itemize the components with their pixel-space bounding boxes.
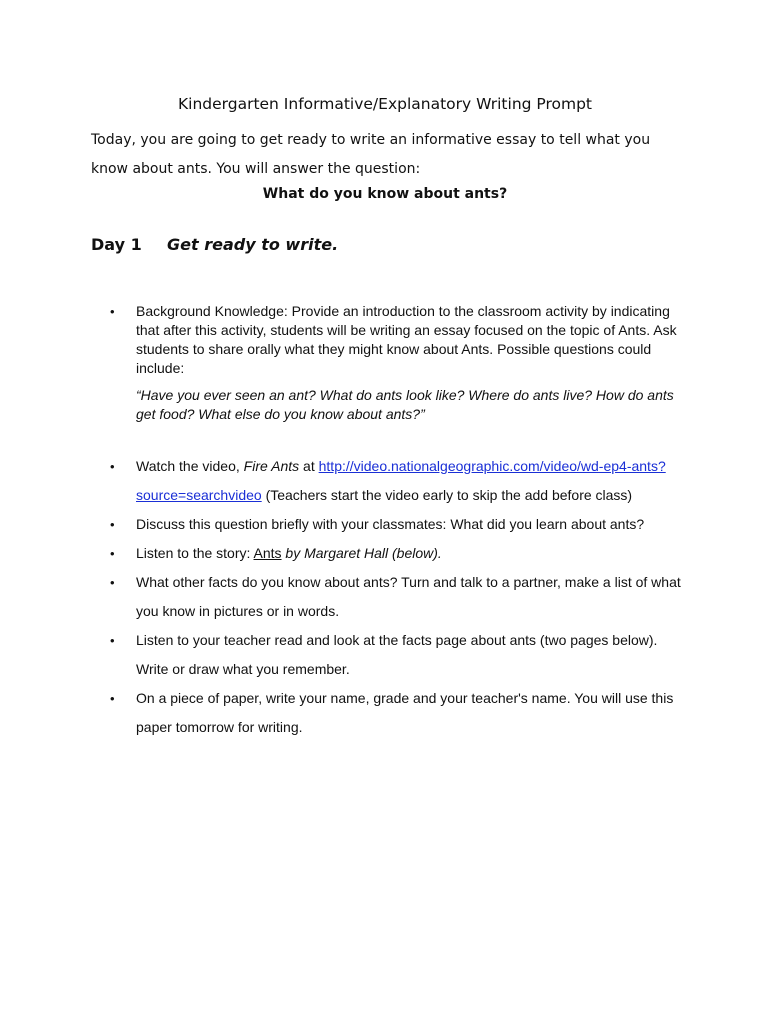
video-link[interactable]: http://video.nationalgeographic.com/video/wd-ep4-ants?source=searchvideo xyxy=(136,458,666,503)
background-text: Background Knowledge: Provide an introduction to the classroom activity by indicating that after this activity, students will be writing an essay focused on the topic of Ants. Ask students to share orally what they might know about Ants. Possible questions could include: xyxy=(136,303,677,376)
discuss-text: Discuss this question briefly with your classmates: What did you learn about ants? xyxy=(136,516,645,532)
bullet-dot: • xyxy=(110,546,115,561)
list-item-facts xyxy=(110,568,690,626)
day-label: Day 1 xyxy=(91,235,142,254)
document-title: Kindergarten Informative/Explanatory Writing Prompt xyxy=(177,95,593,113)
bullet-dot: • xyxy=(110,691,115,706)
background-quote: “Have you ever seen an ant? What do ants look like? Where do ants live? How do ants get food? What else do you know about ants?” xyxy=(136,387,674,422)
watch-note: (Teachers start the video early to skip the add before class) xyxy=(261,487,633,503)
teacher-text: Listen to your teacher read and look at the facts page about ants (two pages below). Write or draw what you remember. xyxy=(136,632,658,677)
list-item-listen xyxy=(110,539,690,568)
activity-list xyxy=(110,302,690,742)
bullet-dot: • xyxy=(110,517,115,532)
bullet-dot: • xyxy=(110,575,115,590)
list-item-discuss xyxy=(110,510,690,539)
bullet-dot: • xyxy=(110,633,115,648)
story-title: Ants xyxy=(253,545,282,561)
facts-text: What other facts do you know about ants? Turn and talk to a partner, make a list of what you know in pictures or in words. xyxy=(136,574,681,619)
watch-prefix: Watch the video, xyxy=(136,458,244,474)
watch-at: at xyxy=(299,458,319,474)
list-item-paper xyxy=(110,684,690,742)
list-item-watch xyxy=(110,452,690,510)
paper-text: On a piece of paper, write your name, grade and your teacher's name. You will use this paper tomorrow for writing. xyxy=(136,690,674,735)
prompt-question: What do you know about ants? xyxy=(262,186,508,202)
bullet-dot: • xyxy=(110,459,115,474)
bullet-dot: • xyxy=(110,304,115,319)
intro-paragraph: Today, you are going to get ready to write an informative essay to tell what you know about ants. You will answer the question: xyxy=(91,132,651,177)
day-subtitle: Get ready to write. xyxy=(167,235,339,254)
list-item-background xyxy=(110,302,690,424)
list-item-teacher xyxy=(110,626,690,684)
story-author: by Margaret Hall (below). xyxy=(281,545,442,561)
listen-prefix: Listen to the story: xyxy=(136,545,254,561)
video-title: Fire Ants xyxy=(243,458,300,474)
